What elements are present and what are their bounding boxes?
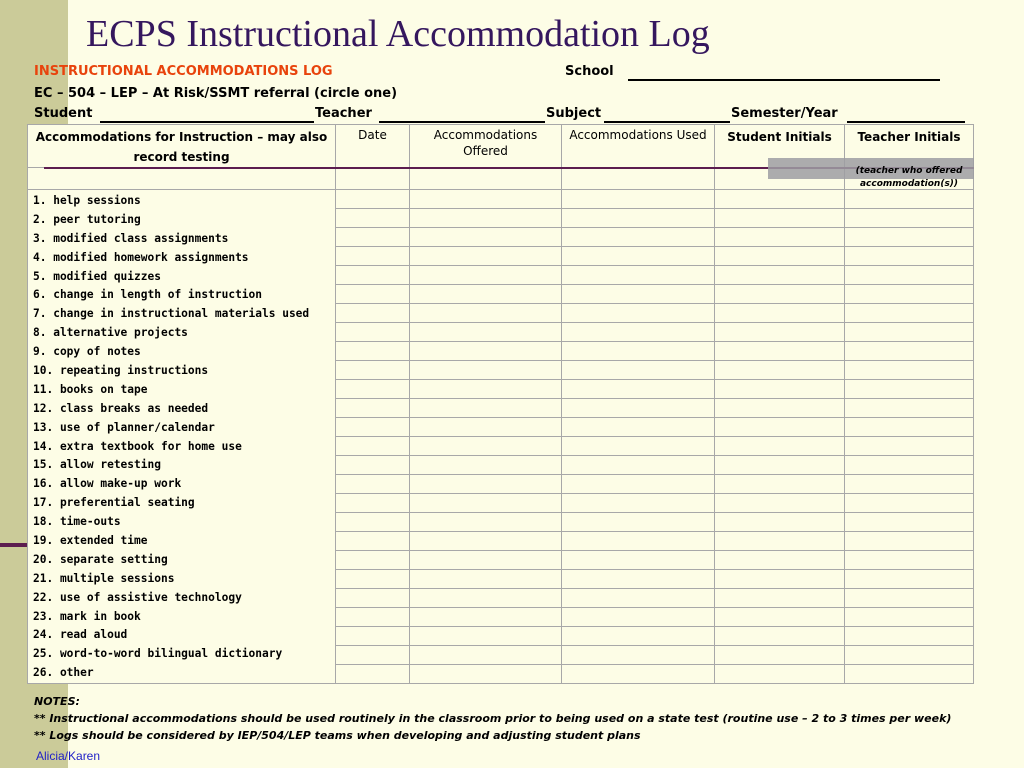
col-header-accommodations: Accommodations for Instruction – may also record testing bbox=[28, 125, 336, 168]
used-cell[interactable] bbox=[562, 285, 715, 304]
student-initials-cell[interactable] bbox=[715, 247, 845, 266]
offered-cell[interactable] bbox=[410, 380, 562, 399]
teacher-initials-cell[interactable] bbox=[845, 570, 974, 589]
date-cell[interactable] bbox=[336, 494, 410, 513]
offered-cell[interactable] bbox=[410, 437, 562, 456]
date-cell[interactable] bbox=[336, 399, 410, 418]
teacher-field-line bbox=[379, 121, 545, 123]
teacher-initials-cell[interactable] bbox=[845, 399, 974, 418]
date-cell[interactable] bbox=[336, 627, 410, 646]
list-item: 10. repeating instructions bbox=[33, 364, 209, 378]
student-initials-cell[interactable] bbox=[715, 570, 845, 589]
offered-cell[interactable] bbox=[410, 589, 562, 608]
date-cell[interactable] bbox=[336, 570, 410, 589]
list-item: 8. alternative projects bbox=[33, 326, 188, 340]
student-initials-cell[interactable] bbox=[715, 323, 845, 342]
teacher-initials-cell[interactable] bbox=[845, 646, 974, 665]
used-cell[interactable] bbox=[562, 209, 715, 228]
col-header-offered: Accommodations Offered bbox=[410, 125, 562, 168]
teacher-initials-cell[interactable] bbox=[845, 494, 974, 513]
date-cell[interactable] bbox=[336, 646, 410, 665]
list-item: 9. copy of notes bbox=[33, 345, 141, 359]
student-initials-cell[interactable] bbox=[715, 190, 845, 209]
student-initials-cell[interactable] bbox=[715, 361, 845, 380]
list-item: 16. allow make-up work bbox=[33, 477, 182, 491]
student-initials-cell[interactable] bbox=[715, 475, 845, 494]
list-item: 6. change in length of instruction bbox=[33, 288, 263, 302]
student-initials-cell[interactable] bbox=[715, 456, 845, 475]
accommodation-table bbox=[27, 124, 974, 684]
student-initials-cell[interactable] bbox=[715, 285, 845, 304]
offered-cell[interactable] bbox=[410, 646, 562, 665]
student-field-line bbox=[100, 121, 314, 123]
list-item: 25. word-to-word bilingual dictionary bbox=[33, 647, 283, 661]
school-field-line bbox=[628, 79, 940, 81]
form-title: INSTRUCTIONAL ACCOMMODATIONS LOG bbox=[34, 64, 333, 79]
offered-cell[interactable] bbox=[410, 323, 562, 342]
used-cell[interactable] bbox=[562, 589, 715, 608]
student-initials-cell[interactable] bbox=[715, 608, 845, 627]
offered-cell[interactable] bbox=[410, 418, 562, 437]
date-cell[interactable] bbox=[336, 247, 410, 266]
teacher-initials-cell[interactable] bbox=[845, 627, 974, 646]
list-item: 7. change in instructional materials used bbox=[33, 307, 310, 321]
teacher-initials-note: (teacher who offered accommodation(s)) bbox=[855, 166, 963, 189]
date-cell[interactable] bbox=[336, 342, 410, 361]
date-cell[interactable] bbox=[336, 532, 410, 551]
used-cell[interactable] bbox=[562, 323, 715, 342]
teacher-initials-cell[interactable] bbox=[845, 551, 974, 570]
used-cell[interactable] bbox=[562, 551, 715, 570]
offered-cell[interactable] bbox=[410, 551, 562, 570]
semester-field-line bbox=[847, 121, 965, 123]
used-cell[interactable] bbox=[562, 608, 715, 627]
used-cell[interactable] bbox=[562, 228, 715, 247]
date-cell[interactable] bbox=[336, 285, 410, 304]
used-cell[interactable] bbox=[562, 437, 715, 456]
student-initials-cell[interactable] bbox=[715, 513, 845, 532]
used-cell[interactable] bbox=[562, 494, 715, 513]
offered-cell[interactable] bbox=[410, 285, 562, 304]
used-cell[interactable] bbox=[562, 665, 715, 684]
offered-cell[interactable] bbox=[410, 399, 562, 418]
student-initials-cell[interactable] bbox=[715, 589, 845, 608]
teacher-initials-cell[interactable] bbox=[845, 380, 974, 399]
used-cell[interactable] bbox=[562, 532, 715, 551]
col-header-date: Date bbox=[336, 125, 410, 168]
list-item: 13. use of planner/calendar bbox=[33, 420, 215, 434]
date-cell[interactable] bbox=[336, 551, 410, 570]
used-cell[interactable] bbox=[562, 627, 715, 646]
student-initials-cell[interactable] bbox=[715, 228, 845, 247]
school-label: School bbox=[565, 64, 614, 79]
date-cell[interactable] bbox=[336, 589, 410, 608]
offered-cell[interactable] bbox=[410, 665, 562, 684]
used-cell[interactable] bbox=[562, 342, 715, 361]
teacher-initials-cell[interactable] bbox=[845, 323, 974, 342]
offered-cell[interactable] bbox=[410, 494, 562, 513]
accommodation-list bbox=[28, 190, 336, 684]
page-title: ECPS Instructional Accommodation Log bbox=[86, 13, 710, 55]
teacher-initials-cell[interactable] bbox=[845, 418, 974, 437]
date-cell[interactable] bbox=[336, 190, 410, 209]
used-cell[interactable] bbox=[562, 513, 715, 532]
teacher-initials-cell[interactable] bbox=[845, 665, 974, 684]
student-initials-cell[interactable] bbox=[715, 304, 845, 323]
used-cell[interactable] bbox=[562, 247, 715, 266]
student-label: Student bbox=[34, 106, 93, 121]
table-row bbox=[28, 190, 974, 209]
offered-cell[interactable] bbox=[410, 570, 562, 589]
offered-cell[interactable] bbox=[410, 475, 562, 494]
list-item: 11. books on tape bbox=[33, 382, 148, 396]
offered-cell[interactable] bbox=[410, 627, 562, 646]
date-cell[interactable] bbox=[336, 418, 410, 437]
list-item: 12. class breaks as needed bbox=[33, 401, 209, 415]
used-cell[interactable] bbox=[562, 266, 715, 285]
list-item: 18. time-outs bbox=[33, 515, 121, 529]
list-item: 14. extra textbook for home use bbox=[33, 439, 242, 453]
date-cell[interactable] bbox=[336, 608, 410, 627]
used-cell[interactable] bbox=[562, 380, 715, 399]
student-initials-cell[interactable] bbox=[715, 418, 845, 437]
teacher-initials-cell[interactable] bbox=[845, 437, 974, 456]
list-item: 24. read aloud bbox=[33, 628, 128, 642]
teacher-initials-cell[interactable] bbox=[845, 209, 974, 228]
subject-label: Subject bbox=[546, 106, 602, 121]
date-cell[interactable] bbox=[336, 323, 410, 342]
date-cell[interactable] bbox=[336, 361, 410, 380]
semester-label: Semester/Year bbox=[731, 106, 838, 121]
date-cell[interactable] bbox=[336, 228, 410, 247]
col-header-student-initials: Student Initials bbox=[715, 125, 845, 168]
student-initials-cell[interactable] bbox=[715, 399, 845, 418]
date-cell[interactable] bbox=[336, 304, 410, 323]
list-item: 23. mark in book bbox=[33, 609, 141, 623]
offered-cell[interactable] bbox=[410, 532, 562, 551]
student-initials-cell[interactable] bbox=[715, 266, 845, 285]
student-initials-cell[interactable] bbox=[715, 380, 845, 399]
teacher-initials-cell[interactable] bbox=[845, 228, 974, 247]
list-item: 2. peer tutoring bbox=[33, 212, 141, 226]
student-initials-cell[interactable] bbox=[715, 627, 845, 646]
date-cell[interactable] bbox=[336, 209, 410, 228]
offered-cell[interactable] bbox=[410, 361, 562, 380]
offered-cell[interactable] bbox=[410, 304, 562, 323]
date-cell[interactable] bbox=[336, 437, 410, 456]
list-item: 20. separate setting bbox=[33, 552, 168, 566]
student-initials-cell[interactable] bbox=[715, 665, 845, 684]
teacher-label: Teacher bbox=[315, 106, 372, 121]
list-item: 1. help sessions bbox=[33, 194, 141, 207]
offered-cell[interactable] bbox=[410, 228, 562, 247]
student-initials-cell[interactable] bbox=[715, 209, 845, 228]
used-cell[interactable] bbox=[562, 456, 715, 475]
author-credit: Alicia/Karen bbox=[36, 749, 101, 763]
offered-cell[interactable] bbox=[410, 456, 562, 475]
date-cell[interactable] bbox=[336, 456, 410, 475]
teacher-initials-cell[interactable] bbox=[845, 285, 974, 304]
notes-line-2: ** Logs should be considered by IEP/504/LEP teams when developing and adjusting student plans bbox=[34, 729, 641, 742]
date-cell[interactable] bbox=[336, 266, 410, 285]
list-item: 4. modified homework assignments bbox=[33, 250, 249, 264]
list-item: 26. other bbox=[33, 666, 94, 680]
offered-cell[interactable] bbox=[410, 608, 562, 627]
notes-section bbox=[34, 693, 951, 744]
list-item: 19. extended time bbox=[33, 534, 148, 548]
teacher-initials-cell[interactable] bbox=[845, 361, 974, 380]
teacher-initials-cell[interactable] bbox=[845, 456, 974, 475]
student-initials-cell[interactable] bbox=[715, 494, 845, 513]
date-cell[interactable] bbox=[336, 380, 410, 399]
used-cell[interactable] bbox=[562, 475, 715, 494]
used-cell[interactable] bbox=[562, 304, 715, 323]
date-cell[interactable] bbox=[336, 665, 410, 684]
teacher-initials-cell[interactable] bbox=[845, 589, 974, 608]
date-cell[interactable] bbox=[336, 475, 410, 494]
teacher-initials-cell[interactable] bbox=[845, 247, 974, 266]
teacher-initials-cell[interactable] bbox=[845, 304, 974, 323]
offered-cell[interactable] bbox=[410, 247, 562, 266]
student-initials-cell[interactable] bbox=[715, 532, 845, 551]
teacher-initials-cell[interactable] bbox=[845, 190, 974, 209]
list-item: 17. preferential seating bbox=[33, 496, 195, 510]
notes-heading: NOTES: bbox=[34, 695, 80, 708]
teacher-initials-cell[interactable] bbox=[845, 532, 974, 551]
list-item: 22. use of assistive technology bbox=[33, 590, 242, 604]
used-cell[interactable] bbox=[562, 361, 715, 380]
student-initials-cell[interactable] bbox=[715, 646, 845, 665]
used-cell[interactable] bbox=[562, 399, 715, 418]
teacher-initials-cell[interactable] bbox=[845, 342, 974, 361]
col-header-teacher-initials: Teacher Initials bbox=[845, 125, 974, 168]
list-item: 21. multiple sessions bbox=[33, 571, 175, 585]
offered-cell[interactable] bbox=[410, 190, 562, 209]
student-initials-cell[interactable] bbox=[715, 342, 845, 361]
notes-line-1: ** Instructional accommodations should be used routinely in the classroom prior to being used on a state test (routine use – 2 to 3 times per week) bbox=[34, 712, 952, 725]
teacher-initials-cell[interactable] bbox=[845, 475, 974, 494]
list-item: 15. allow retesting bbox=[33, 458, 161, 472]
student-initials-cell[interactable] bbox=[715, 551, 845, 570]
offered-cell[interactable] bbox=[410, 266, 562, 285]
teacher-initials-cell[interactable] bbox=[845, 266, 974, 285]
referral-line: EC – 504 – LEP – At Risk/SSMT referral (circle one) bbox=[34, 86, 398, 101]
teacher-initials-cell[interactable] bbox=[845, 608, 974, 627]
subject-field-line bbox=[604, 121, 730, 123]
date-cell[interactable] bbox=[336, 513, 410, 532]
used-cell[interactable] bbox=[562, 570, 715, 589]
list-item: 5. modified quizzes bbox=[33, 269, 161, 283]
offered-cell[interactable] bbox=[410, 513, 562, 532]
offered-cell[interactable] bbox=[410, 342, 562, 361]
teacher-initials-cell[interactable] bbox=[845, 513, 974, 532]
used-cell[interactable] bbox=[562, 190, 715, 209]
student-initials-cell[interactable] bbox=[715, 437, 845, 456]
col-header-used: Accommodations Used bbox=[562, 125, 715, 168]
list-item: 3. modified class assignments bbox=[33, 231, 229, 245]
offered-cell[interactable] bbox=[410, 209, 562, 228]
used-cell[interactable] bbox=[562, 646, 715, 665]
used-cell[interactable] bbox=[562, 418, 715, 437]
